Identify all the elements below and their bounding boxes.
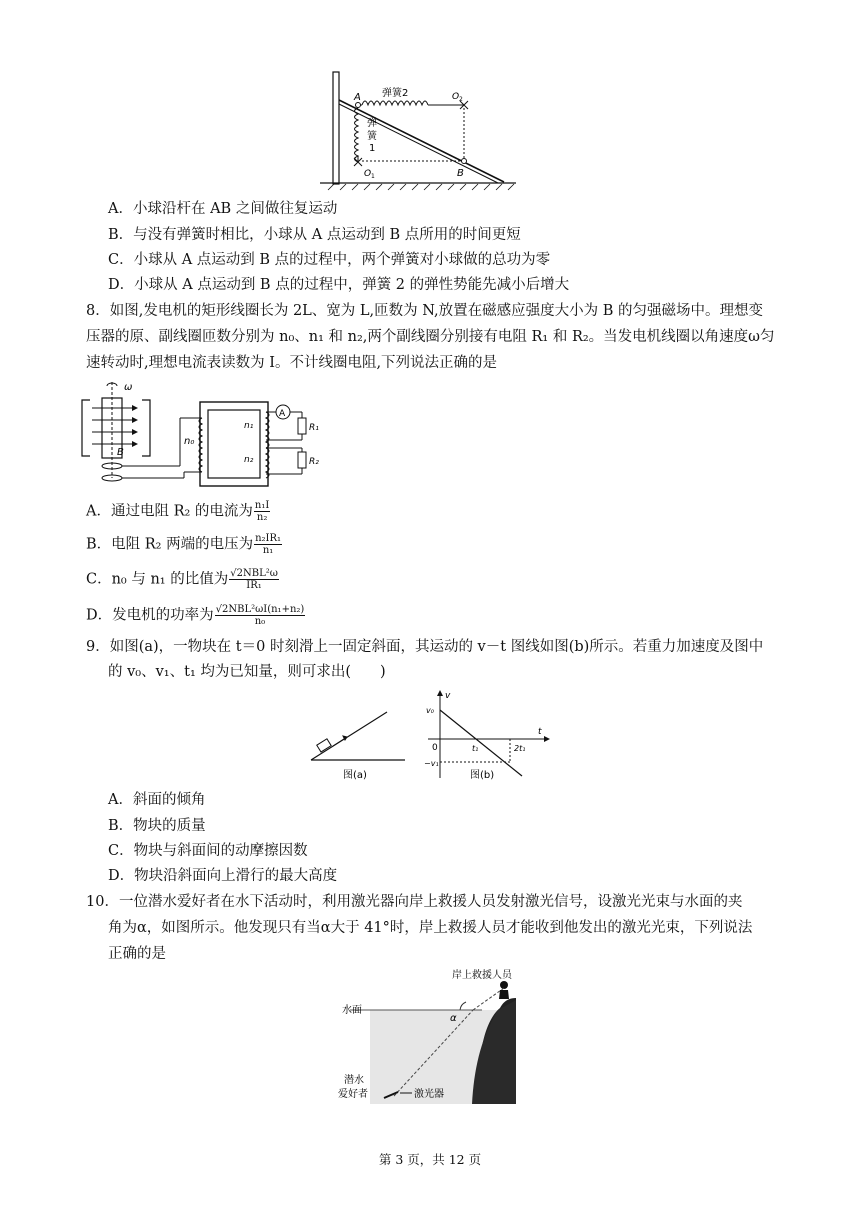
- q8-b-numerator: n₂IR₁: [255, 533, 282, 544]
- label-n2: n₂: [244, 455, 254, 465]
- q8-d-numerator: √2NBL²ωI(n₁+n₂): [215, 604, 305, 615]
- q8-b-denominator: n₁: [262, 545, 274, 556]
- label-B: B: [457, 168, 464, 179]
- water-surface-label: 水面: [342, 1005, 362, 1016]
- t1-label: t₁: [472, 744, 479, 753]
- incline-figure-a: [305, 708, 407, 784]
- axis-v-label: v: [445, 691, 451, 701]
- q8-option-c: [86, 568, 279, 591]
- q7-option-b: B．与没有弹簧时相比，小球从 A 点运动到 B 点所用的时间更短: [108, 227, 521, 243]
- q9-option-c: C．物块与斜面间的动摩擦因数: [108, 843, 308, 859]
- label-R2: R₂: [309, 457, 319, 467]
- q8-c-denominator: IR₁: [246, 580, 262, 591]
- label-n0: n₀: [184, 436, 195, 447]
- generator-transformer-figure: [80, 378, 330, 493]
- label-omega: ω: [124, 382, 133, 393]
- vt-graph-figure-b: [424, 688, 554, 784]
- q9-option-a: A．斜面的倾角: [108, 792, 206, 808]
- fig-a-caption: 图(a): [343, 770, 367, 781]
- label-spring1-a: 弹: [367, 118, 377, 129]
- q8-option-a: [86, 500, 270, 523]
- q8-option-b: [86, 533, 282, 556]
- label-spring1-c: 1: [369, 143, 376, 154]
- q9-stem-line2: 的 v₀、v₁、t₁ 均为已知量，则可求出( ): [108, 664, 386, 680]
- q8-stem-line3: 速转动时,理想电流表读数为 I。不计线圈电阻,下列说法正确的是: [86, 355, 498, 371]
- q9-stem-line1: 9．如图(a)，一物块在 t＝0 时刻滑上一固定斜面，其运动的 v－t 图线如图(b)所示。若重力加速度及图中: [86, 639, 764, 655]
- q8-option-c-text: C．n₀ 与 n₁ 的比值为: [86, 571, 229, 588]
- label-n1: n₁: [244, 421, 254, 431]
- axis-t-label: t: [538, 727, 542, 737]
- origin-label: 0: [432, 743, 438, 753]
- page-footer: 第 3 页，共 12 页: [378, 1152, 482, 1167]
- fig-b-caption: 图(b): [470, 770, 495, 781]
- q8-stem-line1: 8．如图,发电机的矩形线圈长为 2L、宽为 L,匝数为 N,放置在磁感应强度大小为 B 的匀强磁场中。理想变: [86, 303, 763, 319]
- label-spring2: 弹簧2: [382, 88, 409, 99]
- q8-c-numerator: √2NBL²ω: [230, 568, 278, 579]
- label-O2-sub: 2: [459, 96, 463, 103]
- q7-option-c: C．小球从 A 点运动到 B 点的过程中，两个弹簧对小球做的总功为零: [108, 252, 551, 268]
- q7-option-d: D．小球从 A 点运动到 B 点的过程中，弹簧 2 的弹性势能先减小后增大: [108, 277, 570, 293]
- ammeter-label: A: [279, 409, 286, 419]
- q9-option-d: D．物块沿斜面向上滑行的最大高度: [108, 868, 338, 884]
- q10-stem-line3: 正确的是: [108, 946, 166, 962]
- q10-stem-line1: 10．一位潜水爱好者在水下活动时，利用激光器向岸上救援人员发射激光信号，设激光光束与水面的夹: [86, 894, 743, 910]
- q8-stem-line2: 压器的原、副线圈匝数分别为 n₀、n₁ 和 n₂,两个副线圈分别接有电阻 R₁ 和 R₂。当发电机线圈以角速度ω匀: [86, 329, 775, 345]
- label-R1: R₁: [309, 423, 319, 433]
- diver-label-1: 潜水: [344, 1075, 364, 1086]
- label-A: A: [354, 92, 361, 103]
- q9-option-b: B．物块的质量: [108, 818, 206, 834]
- alpha-label: α: [450, 1013, 457, 1024]
- q8-a-denominator: n₂: [256, 512, 268, 523]
- q8-option-d-text: D．发电机的功率为: [86, 607, 214, 624]
- q8-option-b-text: B．电阻 R₂ 两端的电压为: [86, 536, 254, 553]
- q7-option-a: A．小球沿杆在 AB 之间做往复运动: [108, 201, 338, 217]
- q8-option-b-fraction: [254, 533, 282, 556]
- q8-option-a-fraction: [254, 500, 270, 523]
- v0-label: v₀: [426, 706, 434, 715]
- q10-stem-line2: 角为α，如图所示。他发现只有当α大于 41°时，岸上救援人员才能收到他发出的激光光束，下列说法: [108, 920, 753, 936]
- q8-option-a-text: A．通过电阻 R₂ 的电流为: [86, 503, 253, 520]
- spring-rod-figure: [318, 70, 518, 192]
- laser-diver-figure: [332, 966, 532, 1104]
- label-spring1-b: 簧: [367, 131, 377, 142]
- rescuer-label: 岸上救援人员: [452, 970, 512, 981]
- laser-device-label: 激光器: [414, 1089, 444, 1100]
- q8-option-d: [86, 604, 305, 627]
- label-O1: O: [364, 169, 372, 179]
- label-O1-sub: 1: [371, 173, 375, 180]
- label-O2: O: [452, 92, 460, 102]
- neg-v1-label: −v₁: [424, 759, 439, 768]
- label-B-field: B: [117, 447, 124, 458]
- q8-option-d-fraction: [215, 604, 306, 627]
- diver-label-2: 爱好者: [338, 1089, 368, 1100]
- q8-a-numerator: n₁I: [254, 500, 270, 511]
- q8-d-denominator: n₀: [254, 616, 266, 627]
- q8-option-c-fraction: [229, 568, 279, 591]
- 2t1-label: 2t₁: [514, 744, 526, 753]
